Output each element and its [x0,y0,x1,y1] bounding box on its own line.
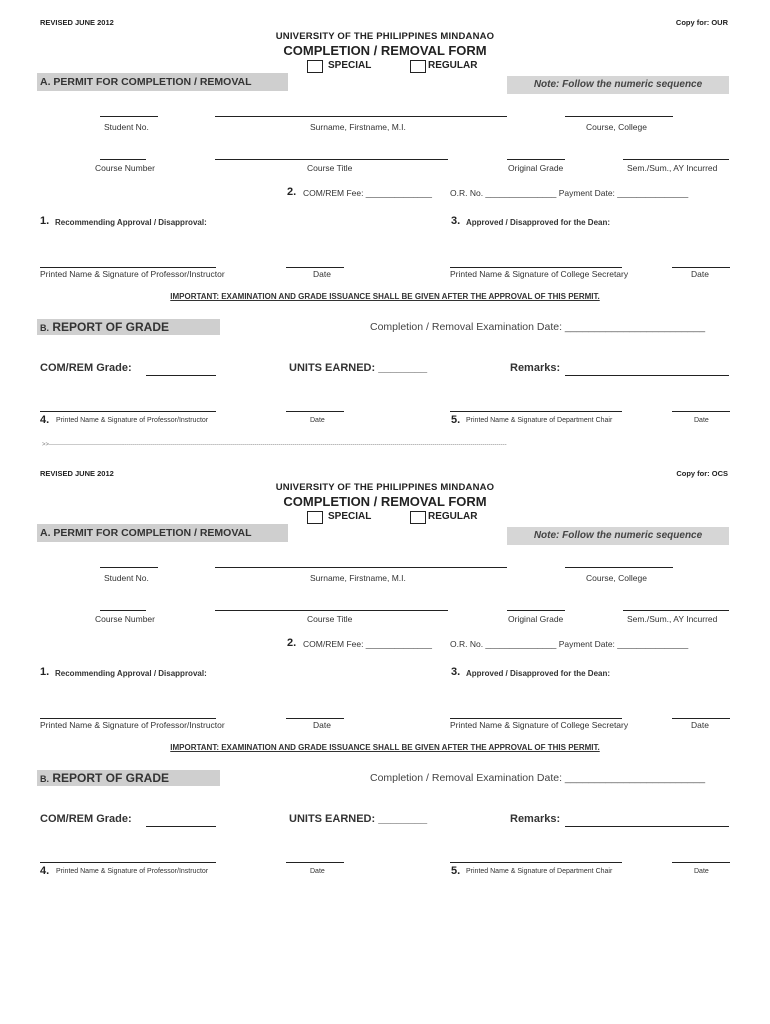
date-label-4: Date [694,417,709,424]
university-name: UNIVERSITY OF THE PHILIPPINES MINDANAO [275,31,495,42]
date-label-1: Date [313,269,331,279]
prof-sig-line[interactable] [40,718,216,719]
comrem-grade-label: COM/REM Grade: [40,813,132,825]
fee-field[interactable]: COM/REM Fee: ______________ [303,188,432,198]
remarks-line[interactable] [565,375,729,376]
original-grade-label: Original Grade [508,163,564,173]
name-label: Surname, Firstname, M.I. [310,122,406,132]
date-line-3[interactable] [286,411,344,412]
course-title-label: Course Title [307,163,353,173]
sem-ay-line[interactable] [623,159,729,160]
date-line-4[interactable] [672,411,730,412]
original-grade-label: Original Grade [508,614,564,624]
section-a-header: A. PERMIT FOR COMPLETION / REMOVAL [37,73,288,91]
regular-checkbox[interactable] [410,511,426,524]
special-checkbox[interactable] [307,511,323,524]
comrem-grade-line[interactable] [146,826,216,827]
regular-label: REGULAR [428,511,478,522]
prof-sig-label-2: Printed Name & Signature of Professor/Instructor [56,417,209,424]
step-5-number: 5. [451,865,461,877]
prof-sig-label: Printed Name & Signature of Professor/Instructor [40,269,225,279]
fee-field[interactable]: COM/REM Fee: ______________ [303,639,432,649]
regular-checkbox[interactable] [410,60,426,73]
secretary-sig-line[interactable] [450,718,622,719]
important-notice: IMPORTANT: EXAMINATION AND GRADE ISSUANCE SHALL BE GIVEN AFTER THE APPROVAL OF THIS PERMIT. [170,292,600,301]
or-payment-field[interactable]: O.R. No. _______________ Payment Date: _______________ [450,188,689,198]
special-checkbox[interactable] [307,60,323,73]
approved-label: Approved / Disapproved for the Dean: [466,669,611,678]
regular-label: REGULAR [428,60,478,71]
remarks-label: Remarks: [510,813,561,825]
special-label: SPECIAL [328,511,372,522]
note-banner: Note: Follow the numeric sequence [507,527,729,545]
course-college-line[interactable] [565,567,673,568]
recommending-label: Recommending Approval / Disapproval: [55,669,207,678]
section-b-letter: B. [40,323,49,333]
course-title-line[interactable] [215,610,448,611]
student-no-line[interactable] [100,116,158,117]
or-payment-field[interactable]: O.R. No. _______________ Payment Date: _______________ [450,639,689,649]
chair-sig-label: Printed Name & Signature of Department Chair [466,417,613,424]
chair-sig-line[interactable] [450,862,622,863]
form-title: COMPLETION / REMOVAL FORM [283,494,487,509]
course-college-line[interactable] [565,116,673,117]
section-b-header [37,319,220,335]
step-1-number: 1. [40,215,50,227]
prof-sig-line-2[interactable] [40,411,216,412]
note-banner: Note: Follow the numeric sequence [507,76,729,94]
section-b-title: REPORT OF GRADE [52,320,170,334]
date-label-3: Date [310,868,325,875]
student-no-label: Student No. [104,573,149,583]
prof-sig-line[interactable] [40,267,216,268]
student-no-label: Student No. [104,122,149,132]
cut-separator: >>------------------------------------------------------------------------------------------------------------------------------------------------------------------------------------------------------------------------------------- [42,442,507,448]
step-1-number: 1. [40,666,50,678]
date-line-3[interactable] [286,862,344,863]
date-label-4: Date [694,868,709,875]
important-notice: IMPORTANT: EXAMINATION AND GRADE ISSUANCE SHALL BE GIVEN AFTER THE APPROVAL OF THIS PERMIT. [170,743,600,752]
comrem-grade-label: COM/REM Grade: [40,362,132,374]
name-line[interactable] [215,567,507,568]
exam-date-field[interactable]: Completion / Removal Examination Date: ________________________ [370,321,706,333]
date-line-2[interactable] [672,267,730,268]
sem-ay-label: Sem./Sum., AY Incurred [627,163,718,173]
step-2-number: 2. [287,637,297,649]
date-label-2: Date [691,269,709,279]
sem-ay-line[interactable] [623,610,729,611]
name-label: Surname, Firstname, M.I. [310,573,406,583]
course-title-label: Course Title [307,614,353,624]
course-number-label: Course Number [95,614,155,624]
section-b-letter: B. [40,774,49,784]
form-copy-1 [0,0,770,450]
step-5-number: 5. [451,414,461,426]
date-label-2: Date [691,720,709,730]
copy-for-label: Copy for: OCS [676,469,728,478]
secretary-sig-label: Printed Name & Signature of College Secretary [450,720,629,730]
course-title-line[interactable] [215,159,448,160]
prof-sig-line-2[interactable] [40,862,216,863]
step-2-number: 2. [287,186,297,198]
original-grade-line[interactable] [507,610,565,611]
chair-sig-label: Printed Name & Signature of Department Chair [466,868,613,875]
form-copy-2 [0,451,770,901]
course-number-line[interactable] [100,610,146,611]
date-line-2[interactable] [672,718,730,719]
prof-sig-label-2: Printed Name & Signature of Professor/Instructor [56,868,209,875]
remarks-label: Remarks: [510,362,561,374]
date-line-1[interactable] [286,267,344,268]
course-college-label: Course, College [586,573,647,583]
date-label-3: Date [310,417,325,424]
copy-for-label: Copy for: OUR [675,18,728,27]
approved-label: Approved / Disapproved for the Dean: [466,218,611,227]
recommending-label: Recommending Approval / Disapproval: [55,218,207,227]
sem-ay-label: Sem./Sum., AY Incurred [627,614,718,624]
secretary-sig-label: Printed Name & Signature of College Secretary [450,269,629,279]
exam-date-field[interactable]: Completion / Removal Examination Date: ________________________ [370,772,706,784]
section-b-title: REPORT OF GRADE [52,771,170,785]
form-title: COMPLETION / REMOVAL FORM [283,43,487,58]
step-4-number: 4. [40,865,50,877]
comrem-grade-line[interactable] [146,375,216,376]
step-3-number: 3. [451,666,461,678]
revised-label: REVISED JUNE 2012 [40,469,114,478]
revised-label: REVISED JUNE 2012 [40,18,114,27]
date-line-1[interactable] [286,718,344,719]
course-college-label: Course, College [586,122,647,132]
remarks-line[interactable] [565,826,729,827]
units-earned-field[interactable]: UNITS EARNED: ________ [289,813,428,825]
secretary-sig-line[interactable] [450,267,622,268]
step-4-number: 4. [40,414,50,426]
course-number-line[interactable] [100,159,146,160]
prof-sig-label: Printed Name & Signature of Professor/Instructor [40,720,225,730]
special-label: SPECIAL [328,60,372,71]
section-b-header [37,770,220,786]
chair-sig-line[interactable] [450,411,622,412]
name-line[interactable] [215,116,507,117]
student-no-line[interactable] [100,567,158,568]
units-earned-field[interactable]: UNITS EARNED: ________ [289,362,428,374]
original-grade-line[interactable] [507,159,565,160]
university-name: UNIVERSITY OF THE PHILIPPINES MINDANAO [275,482,495,493]
step-3-number: 3. [451,215,461,227]
course-number-label: Course Number [95,163,155,173]
date-label-1: Date [313,720,331,730]
date-line-4[interactable] [672,862,730,863]
section-a-header: A. PERMIT FOR COMPLETION / REMOVAL [37,524,288,542]
